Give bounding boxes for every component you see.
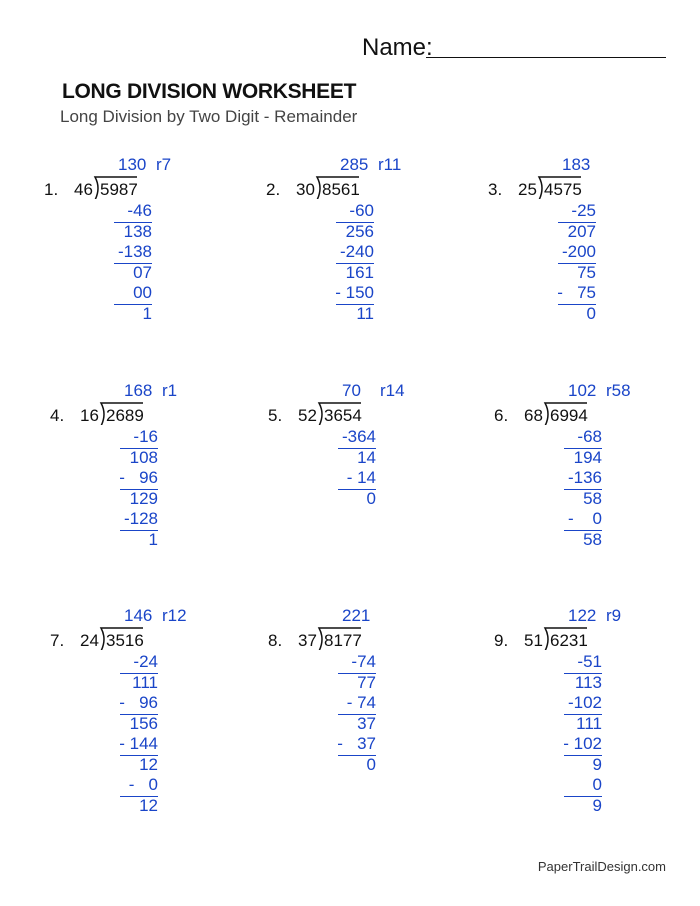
work-step: 111: [576, 713, 602, 733]
problem-number: 9.: [494, 631, 509, 650]
work-step: - 96: [119, 468, 158, 487]
problem-7: [50, 606, 250, 826]
work-step: - 75: [557, 283, 596, 302]
work-step: 111: [132, 672, 158, 692]
page-subtitle: Long Division by Two Digit - Remainder: [60, 107, 358, 126]
dividend: 3516: [106, 631, 144, 650]
problem-5: [268, 381, 468, 601]
work-step: - 102: [563, 734, 602, 753]
remainder: r7: [156, 155, 172, 174]
divisor: 24: [80, 631, 99, 650]
work-step: -240: [339, 242, 374, 261]
quotient: 146: [124, 606, 153, 625]
problem-number: 4.: [50, 406, 65, 425]
work-step: - 0: [567, 509, 602, 528]
work-step: - 0: [128, 775, 158, 794]
work-step: 9: [592, 754, 602, 774]
quotient: 168: [124, 381, 153, 400]
work-step: 37: [357, 713, 376, 733]
divisor: 25: [518, 180, 537, 199]
divisor: 16: [80, 406, 99, 425]
work-step: 12: [139, 754, 158, 774]
dividend: 5987: [100, 180, 138, 199]
work-step: 12: [139, 795, 158, 815]
work-step: -16: [133, 427, 158, 446]
dividend: 3654: [324, 406, 362, 425]
work-step: 00: [133, 283, 152, 302]
divisor: 51: [524, 631, 543, 650]
work-step: -128: [123, 509, 158, 528]
work-step: 77: [357, 672, 376, 692]
work-step: - 74: [346, 693, 376, 712]
work-step: 113: [574, 672, 602, 692]
problem-number: 8.: [268, 631, 283, 650]
dividend: 6231: [550, 631, 588, 650]
problem-1: [44, 155, 244, 375]
remainder: r1: [162, 381, 178, 400]
work-step: 75: [577, 262, 596, 282]
problem-3: [488, 155, 688, 375]
work-step: 0: [592, 775, 602, 794]
work-step: -138: [117, 242, 152, 261]
work-step: - 96: [119, 693, 158, 712]
work-step: - 37: [337, 734, 376, 753]
work-step: 1: [148, 529, 158, 549]
divisor: 30: [296, 180, 315, 199]
problem-number: 5.: [268, 406, 283, 425]
remainder: r9: [606, 606, 622, 625]
quotient: 102: [568, 381, 597, 400]
problem-number: 7.: [50, 631, 65, 650]
remainder: r58: [606, 381, 631, 400]
problem-number: 1.: [44, 180, 59, 199]
remainder: r14: [380, 381, 405, 400]
quotient: 285: [340, 155, 369, 174]
work-step: -46: [127, 201, 152, 220]
problem-number: 2.: [266, 180, 281, 199]
work-step: 0: [586, 303, 596, 323]
divisor: 68: [524, 406, 543, 425]
dividend: 8561: [322, 180, 360, 199]
work-step: 07: [133, 262, 152, 282]
remainder: r11: [378, 155, 402, 174]
quotient: 130: [118, 155, 147, 174]
problem-2: [266, 155, 466, 375]
problem-number: 3.: [488, 180, 503, 199]
work-step: 14: [357, 447, 376, 467]
quotient: 221: [342, 606, 371, 625]
work-step: - 150: [335, 283, 374, 302]
divisor: 37: [298, 631, 317, 650]
quotient: 183: [562, 155, 591, 174]
divisor: 52: [298, 406, 317, 425]
remainder: r12: [162, 606, 187, 625]
dividend: 4575: [544, 180, 582, 199]
work-step: -51: [577, 652, 602, 671]
dividend: 6994: [550, 406, 588, 425]
work-step: 129: [129, 488, 158, 508]
footer-credit: PaperTrailDesign.com: [537, 859, 666, 874]
work-step: - 14: [346, 468, 376, 487]
work-step: 58: [583, 488, 602, 508]
name-field[interactable]: [426, 57, 666, 58]
work-step: -24: [133, 652, 158, 671]
dividend: 8177: [324, 631, 362, 650]
work-step: 0: [366, 488, 376, 508]
work-step: 138: [123, 221, 152, 241]
problem-9: [494, 606, 694, 826]
problem-6: [494, 381, 694, 601]
work-step: -200: [561, 242, 596, 261]
work-step: 11: [356, 303, 374, 323]
work-step: 108: [129, 447, 158, 467]
quotient: 70: [342, 381, 361, 400]
work-step: -25: [571, 201, 596, 220]
work-step: 161: [345, 262, 374, 282]
problem-8: [268, 606, 468, 826]
divisor: 46: [74, 180, 93, 199]
work-step: 194: [573, 447, 602, 467]
work-step: -102: [567, 693, 602, 712]
work-step: 1: [142, 303, 152, 323]
work-step: -68: [577, 427, 602, 446]
work-step: 58: [583, 529, 602, 549]
work-step: -74: [351, 652, 376, 671]
work-step: 207: [567, 221, 596, 241]
page-title: LONG DIVISION WORKSHEET: [62, 80, 357, 103]
work-step: 156: [129, 713, 158, 733]
work-step: -136: [567, 468, 602, 487]
work-step: - 144: [119, 734, 158, 753]
work-step: 256: [345, 221, 374, 241]
problem-4: [50, 381, 250, 601]
work-step: -60: [349, 201, 374, 220]
name-label: Name:: [362, 34, 433, 61]
dividend: 2689: [106, 406, 144, 425]
work-step: 0: [366, 754, 376, 774]
problem-number: 6.: [494, 406, 509, 425]
quotient: 122: [568, 606, 597, 625]
work-step: -364: [341, 427, 376, 446]
work-step: 9: [592, 795, 602, 815]
